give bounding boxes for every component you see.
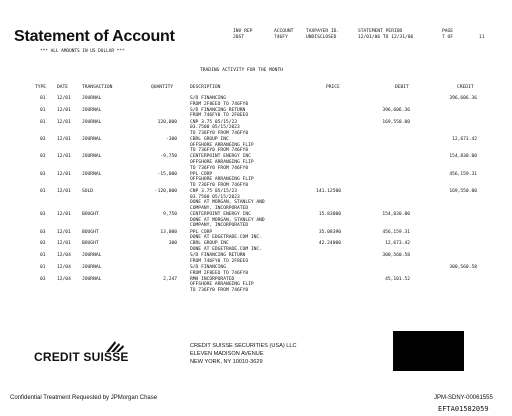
description-line: OFFSHORE ARRANGING FLIP [190, 282, 254, 288]
description-line: TO 736FY0 FROM 746FY0 [190, 130, 249, 136]
cell-description [190, 120, 248, 137]
description-line: CBRL GROUP INC [190, 241, 229, 247]
cell-transaction: JOURNAL [82, 171, 102, 177]
column-header-type: TYPE [35, 85, 47, 90]
description-line: CENTERPOINT ENERGY INC [190, 212, 251, 218]
header-cell-account: ACCOUNT 746FY [274, 29, 294, 40]
cell-quantity: 2,247 [163, 276, 177, 282]
cell-transaction: JOURNAL [82, 96, 102, 101]
bates-number: JPM-SDNY-00061555 [434, 395, 493, 401]
cell-description [190, 212, 265, 229]
header-page-total: 11 [479, 34, 485, 40]
header-cell-page: PAGE 7 OF [442, 29, 454, 40]
cell-type: 03 [40, 137, 46, 142]
description-line: TO 736FY0 FROM 746FY0 [190, 287, 249, 293]
cell-description [190, 96, 248, 107]
description-line: CBRL GROUP INC [190, 137, 229, 142]
cell-type: 03 [40, 229, 46, 235]
cell-quantity: 120,000 [157, 119, 177, 125]
cell-type: 01 [40, 253, 46, 259]
description-line: DONE AT EDGETRADE.COM INC. [190, 235, 262, 241]
column-header-date: DATE [57, 85, 69, 90]
cell-debit: 45,101.52 [385, 276, 410, 282]
cell-transaction: SOLD [82, 189, 94, 195]
cell-credit: 396,606.36 [449, 96, 477, 101]
header-cell-inv-rep: INV REP 20ST [233, 29, 253, 40]
description-line: CNP 3.75 05/15/23 [190, 189, 238, 195]
description-line: TO 736FY0 FROM 746FY0 [190, 182, 249, 188]
cell-description [190, 172, 254, 189]
description-line: CENTERPOINT ENERGY INC [190, 154, 251, 160]
cell-date: 12/01 [57, 119, 71, 125]
cell-quantity: -300 [165, 137, 177, 142]
cell-transaction: JOURNAL [82, 119, 102, 125]
column-header-price: PRICE [326, 85, 340, 90]
cell-debit: 396,606.36 [382, 107, 410, 113]
cell-type: 01 [40, 189, 46, 195]
efta-number: EFTA01582059 [438, 405, 489, 413]
cell-transaction: BOUGHT [82, 212, 99, 218]
confidential-notice: Confidential Treatment Requested by JPMorgan Chase [10, 395, 158, 401]
description-line: COMPANY, INCORPORATED [190, 205, 249, 211]
redaction-box [393, 331, 464, 371]
cell-transaction: JOURNAL [82, 107, 102, 113]
cell-transaction: JOURNAL [82, 276, 102, 282]
cell-type: 03 [40, 171, 46, 177]
cell-description [190, 189, 265, 211]
cell-description [190, 253, 248, 264]
cell-date: 12/01 [57, 229, 71, 235]
cell-description [190, 137, 254, 154]
statement-title: Statement of Account [14, 28, 175, 45]
cell-date: 12/01 [57, 212, 71, 218]
description-line: OFFSHORE ARRANGING FLIP [190, 142, 254, 148]
description-line: PPL CORP [190, 171, 213, 177]
column-header-quantity: QUANTITY [151, 85, 174, 90]
column-header-credit: CREDIT [457, 85, 474, 90]
cell-transaction: JOURNAL [82, 253, 102, 259]
description-line: 03.7500 05/15/2023 [190, 194, 240, 200]
description-line: RMH INCORPORATED [190, 276, 235, 282]
description-line: TO 736FY0 FROM 746FY0 [190, 148, 249, 154]
cell-date: 12/04 [57, 276, 71, 282]
cell-date: 12/01 [57, 171, 71, 177]
cell-date: 12/04 [57, 265, 71, 270]
column-header-debit: DEBIT [395, 85, 409, 90]
cell-description [190, 154, 254, 171]
cell-date: 12/01 [57, 189, 71, 195]
description-line: S/D FINANCING RETURN [190, 253, 246, 259]
cell-price: 15.83000 [318, 212, 341, 218]
cell-description [190, 241, 262, 252]
description-line: PPL CORP [190, 229, 213, 235]
cell-quantity: 13,000 [160, 229, 177, 235]
broker-address: CREDIT SUISSE SECURITIES (USA) LLC ELEVEN MADISON AVENUE NEW YORK, NY 10010-3629 [190, 343, 297, 365]
cell-date: 12/01 [57, 96, 71, 101]
cell-credit: 154,830.00 [449, 154, 477, 160]
cell-quantity: 9,750 [163, 212, 177, 218]
cell-debit: 169,550.00 [382, 119, 410, 125]
description-line: OFFSHORE ARRANGING FLIP [190, 177, 254, 183]
cell-type: 01 [40, 119, 46, 125]
description-line: FROM 746FY0 TO 2F8EEO [190, 258, 249, 264]
cell-credit: 12,673.42 [452, 137, 477, 142]
cell-date: 12/01 [57, 107, 71, 113]
description-line: CNP 3.75 05/15/23 [190, 119, 238, 125]
cell-credit: 169,550.00 [449, 189, 477, 195]
description-line: S/D FINANCING RETURN [190, 107, 246, 113]
column-header-description: DESCRIPTION [190, 85, 221, 90]
cell-description [190, 108, 248, 119]
column-header-transaction: TRANSACTION [82, 85, 113, 90]
cell-price: 35.08390 [318, 229, 341, 235]
description-line: S/D FINANCING [190, 96, 226, 101]
cell-debit: 456,159.31 [382, 229, 410, 235]
cell-type: 03 [40, 212, 46, 218]
cell-date: 12/01 [57, 137, 71, 142]
description-line: FROM 2F8EEO TO 746FY0 [190, 270, 249, 276]
cell-description [190, 265, 248, 276]
cell-transaction: BOUGHT [82, 229, 99, 235]
description-line: OFFSHORE ARRANGING FLIP [190, 159, 254, 165]
cell-quantity: -120,000 [154, 189, 177, 195]
cell-type: 03 [40, 241, 46, 247]
description-line: COMPANY, INCORPORATED [190, 223, 249, 229]
cell-type: 01 [40, 96, 46, 101]
cell-description [190, 230, 262, 241]
cell-price: 42.24000 [318, 241, 341, 247]
description-line: FROM 746FY0 TO 2F8EEO [190, 113, 249, 119]
cell-type: 01 [40, 265, 46, 270]
cell-type: 01 [40, 107, 46, 113]
cell-date: 12/04 [57, 253, 71, 259]
header-cell-statement-period: STATEMENT PERIOD 12/01/06 TO 12/31/06 [358, 29, 414, 40]
cell-price: 141.12500 [316, 189, 341, 195]
cell-transaction: JOURNAL [82, 137, 102, 142]
amounts-note: *** ALL AMOUNTS IN US DOLLAR *** [40, 49, 125, 54]
cell-transaction: BOUGHT [82, 241, 99, 247]
description-line: DONE AT MORGAN, STANLEY AND [190, 217, 265, 223]
cell-date: 12/01 [57, 241, 71, 247]
cell-quantity: 300 [168, 241, 177, 247]
cell-debit: 300,560.58 [382, 253, 410, 259]
cell-description [190, 277, 254, 294]
description-line: DONE AT MORGAN, STANLEY AND [190, 200, 265, 206]
cell-credit: 300,560.58 [449, 265, 477, 270]
credit-suisse-logo: CREDIT SUISSE [34, 350, 129, 364]
description-line: S/D FINANCING [190, 265, 226, 270]
description-line: FROM 2F8EEO TO 746FY0 [190, 101, 249, 107]
cell-debit: 12,673.42 [385, 241, 410, 247]
cell-credit: 456,159.31 [449, 171, 477, 177]
section-title: TRADING ACTIVITY FOR THE MONTH [200, 68, 283, 73]
cell-transaction: JOURNAL [82, 154, 102, 160]
cell-type: 03 [40, 154, 46, 160]
header-cell-taxpayer-id: TAXPAYER ID. UNDISCLOSED [306, 29, 340, 40]
cell-quantity: -9,750 [160, 154, 177, 160]
description-line: 03.7500 05/15/2023 [190, 125, 240, 131]
cell-type: 03 [40, 276, 46, 282]
cell-quantity: -15,000 [157, 171, 177, 177]
cell-transaction: JOURNAL [82, 265, 102, 270]
description-line: DONE AT EDGETRADE.COM INC. [190, 246, 262, 252]
cell-debit: 154,830.00 [382, 212, 410, 218]
description-line: TO 736FY0 FROM 746FY0 [190, 165, 249, 171]
cell-date: 12/01 [57, 154, 71, 160]
